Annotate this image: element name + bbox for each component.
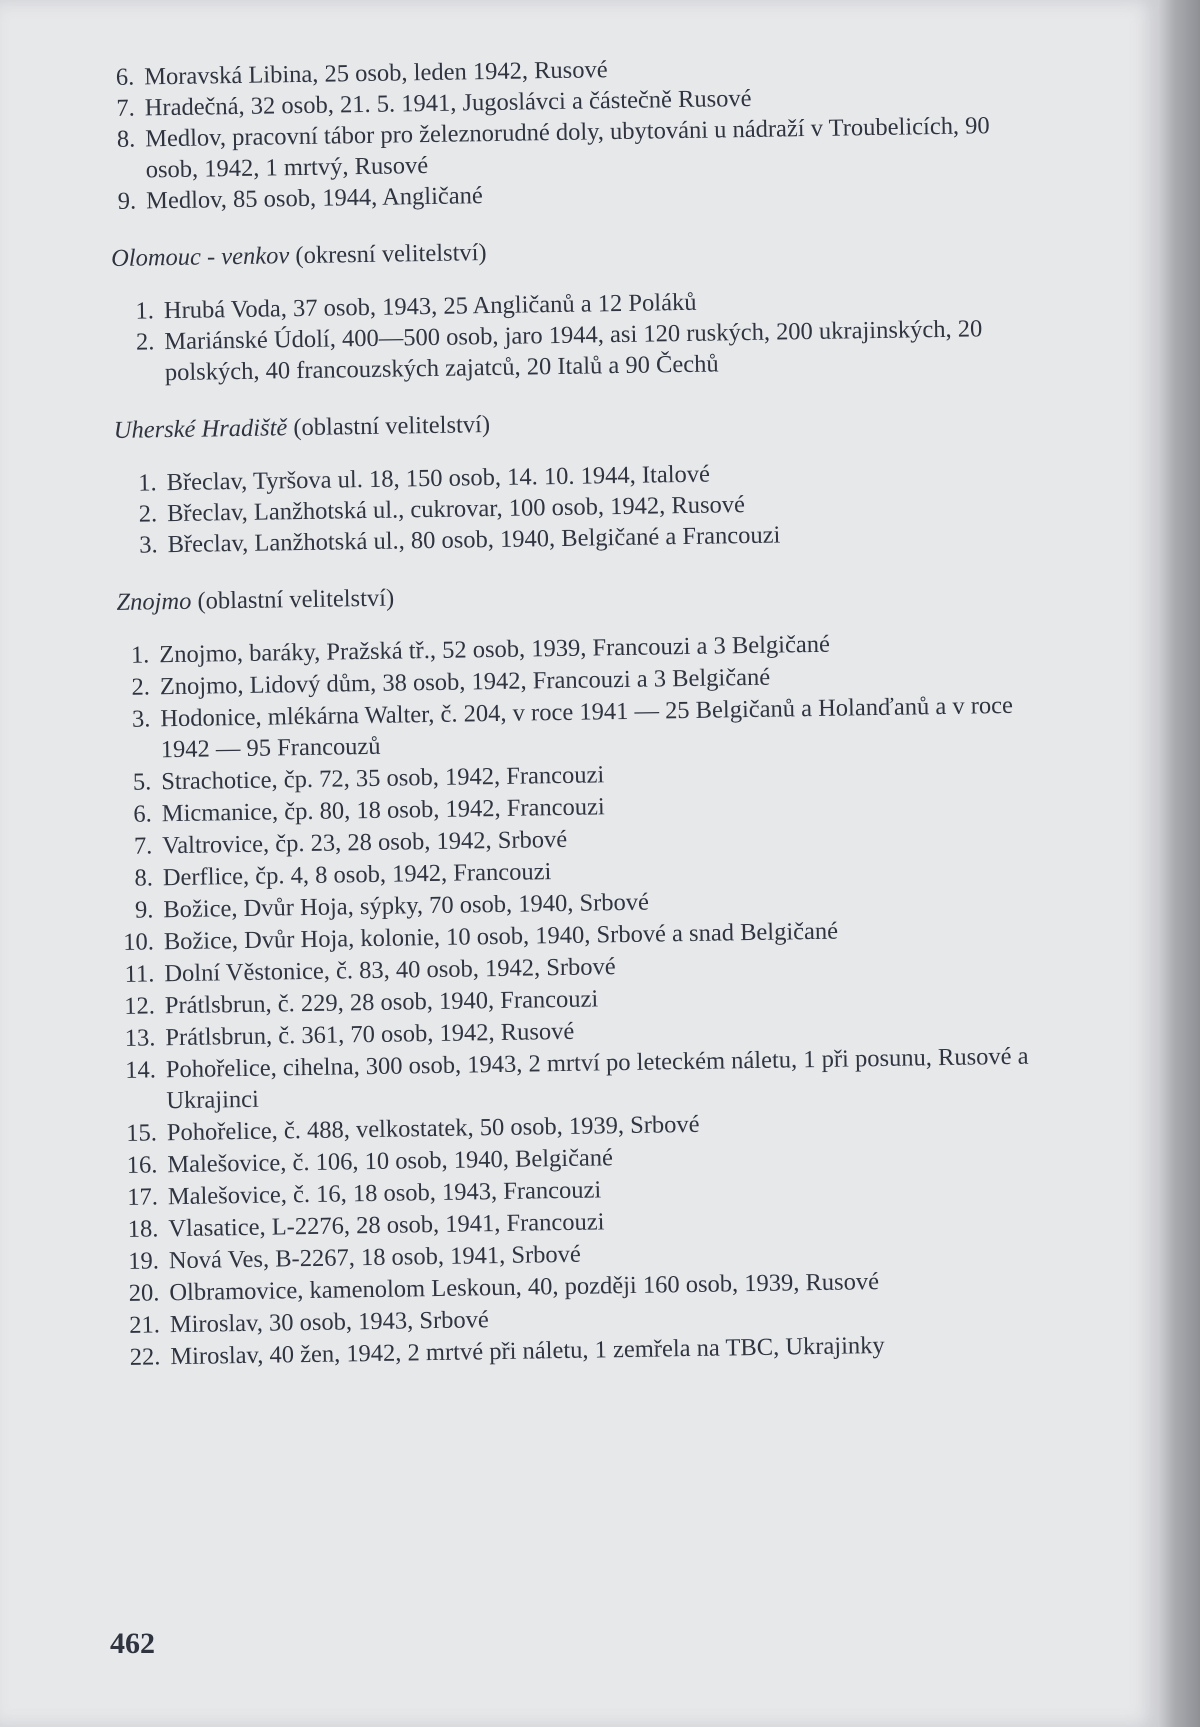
item-number: 3. (139, 531, 158, 559)
item-number: 1. (135, 297, 155, 325)
item-text: Valtrovice, čp. 23, 28 osob, 1942, Srbové (162, 825, 568, 860)
list-olomouc-venkov (112, 282, 1033, 389)
item-text: Prátlsbrun, č. 361, 70 osob, 1942, Rusové (165, 1017, 575, 1052)
item-number: 20. (128, 1279, 160, 1307)
item-text: Břeclav, Lanžhotská ul., cukrovar, 100 osob, 1942, Rusové (166, 491, 746, 528)
item-text: Miroslav, 30 osob, 1943, Srbové (169, 1306, 489, 1339)
item-text: Znojmo, Lidový dům, 38 osob, 1942, Francouzi a 3 Belgičané (159, 663, 771, 701)
item-text: Mariánské Údolí, 400—500 osob, jaro 1944, asi 120 ruských, 200 ukrajinských, 20 polských, 40 francouzských zajatců, 20 Italů a 90 Čechů (164, 315, 983, 387)
section-note: (oblastní velitelství) (197, 584, 395, 615)
section-note: (oblastní velitelství) (293, 411, 491, 442)
item-number: 2. (131, 673, 151, 701)
item-text: Hodonice, mlékárna Walter, č. 204, v roce 1941 — 25 Belgičanů a Holanďanů a v roce 1942 — 95 Francouzů (160, 691, 1014, 764)
item-number: 11. (124, 960, 155, 988)
list-item (126, 313, 1033, 389)
item-number: 8. (116, 125, 136, 153)
item-number: 9. (117, 187, 137, 215)
item-text: Hrubá Voda, 37 osob, 1943, 25 Angličanů a 12 Poláků (163, 288, 697, 325)
item-number: 6. (115, 63, 135, 91)
item-text: Strachotice, čp. 72, 35 osob, 1942, Francouzi (161, 761, 605, 796)
section-heading-olomouc-venkov (111, 229, 1031, 274)
item-text: Medlov, 85 osob, 1944, Angličané (145, 182, 483, 215)
item-number: 13. (124, 1024, 156, 1052)
item-number: 2. (138, 500, 158, 528)
item-number: 6. (133, 800, 153, 828)
item-number: 8. (134, 864, 154, 892)
list-uherske-hradiste (114, 453, 1035, 560)
item-text: Vlasatice, L-2276, 28 osob, 1941, Francouzi (168, 1208, 605, 1243)
item-text: Olbramovice, kamenolom Leskoun, 40, později 160 osob, 1939, Rusové (169, 1268, 880, 1307)
item-text: Malešovice, č. 16, 18 osob, 1943, Francouzi (167, 1176, 602, 1211)
item-text: Nová Ves, B-2267, 18 osob, 1941, Srbové (168, 1240, 581, 1275)
list-olomouc-cont (108, 48, 1030, 217)
item-text: Malešovice, č. 106, 10 osob, 1940, Belgičané (167, 1144, 614, 1179)
item-number: 12. (123, 992, 156, 1020)
item-number: 18. (127, 1215, 159, 1243)
section-heading-uherske-hradiste (114, 401, 1034, 446)
item-text: Prátlsbrun, č. 229, 28 osob, 1940, Francouzi (164, 985, 599, 1020)
section-place: Znojmo (116, 587, 192, 616)
item-number: 3. (131, 705, 151, 733)
item-number: 7. (133, 832, 153, 860)
item-text: Micmanice, čp. 80, 18 osob, 1942, Francouzi (161, 793, 605, 828)
item-text: Pohořelice, č. 488, velkostatek, 50 osob, 1939, Srbové (166, 1110, 700, 1147)
page-number: 462 (110, 1627, 155, 1660)
page-edge (1158, 0, 1200, 1727)
item-text: Hradečná, 32 osob, 21. 5. 1941, Jugoslávci a částečně Rusové (144, 84, 752, 122)
section-heading-znojmo (116, 572, 1036, 617)
list-znojmo (117, 625, 1048, 1372)
item-text: Miroslav, 40 žen, 1942, 2 mrtvé při náletu, 1 zemřela na TBC, Ukrajinky (170, 1331, 885, 1371)
item-number: 21. (129, 1311, 161, 1339)
item-number: 5. (132, 768, 152, 796)
item-number: 10. (122, 928, 155, 956)
item-number: 9. (134, 896, 154, 924)
item-number: 1. (130, 641, 150, 669)
item-text: Medlov, pracovní tábor pro železnorudné doly, ubytováni u nádraží v Troubelicích, 90 osob, 1942, 1 mrtvý, Rusové (145, 112, 990, 184)
item-number: 14. (125, 1056, 157, 1084)
item-number: 16. (126, 1151, 158, 1179)
item-text: Derflice, čp. 4, 8 osob, 1942, Francouzi (162, 858, 552, 892)
item-number: 7. (116, 94, 135, 122)
item-text: Břeclav, Lanžhotská ul., 80 osob, 1940, Belgičané a Francouzi (167, 521, 781, 559)
item-number: 22. (129, 1343, 161, 1371)
item-number: 1. (138, 469, 157, 497)
item-number: 15. (125, 1119, 158, 1147)
item-text: Dolní Věstonice, č. 83, 40 osob, 1942, Srbové (164, 953, 616, 988)
page-content (108, 48, 1048, 1374)
item-number: 17. (126, 1183, 159, 1211)
section-place: Uherské Hradiště (113, 414, 288, 444)
item-text: Božice, Dvůr Hoja, kolonie, 10 osob, 1940, Srbové a snad Belgičané (163, 917, 839, 956)
item-text: Znojmo, baráky, Pražská tř., 52 osob, 1939, Francouzi a 3 Belgičané (159, 630, 831, 669)
section-note: (okresní velitelství) (295, 239, 487, 270)
item-text: Pohořelice, cihelna, 300 osob, 1943, 2 mrtví po leteckém náletu, 1 při posunu, Rusové a Ukrajinci (165, 1042, 1029, 1115)
item-text: Božice, Dvůr Hoja, sýpky, 70 osob, 1940, Srbové (163, 888, 650, 924)
section-place: Olomouc - venkov (110, 242, 290, 272)
item-number: 19. (128, 1247, 160, 1275)
item-text: Moravská Libina, 25 osob, leden 1942, Rusové (144, 56, 608, 91)
item-text: Břeclav, Tyršova ul. 18, 150 osob, 14. 10. 1944, Italové (166, 460, 711, 497)
item-number: 2. (135, 328, 155, 356)
